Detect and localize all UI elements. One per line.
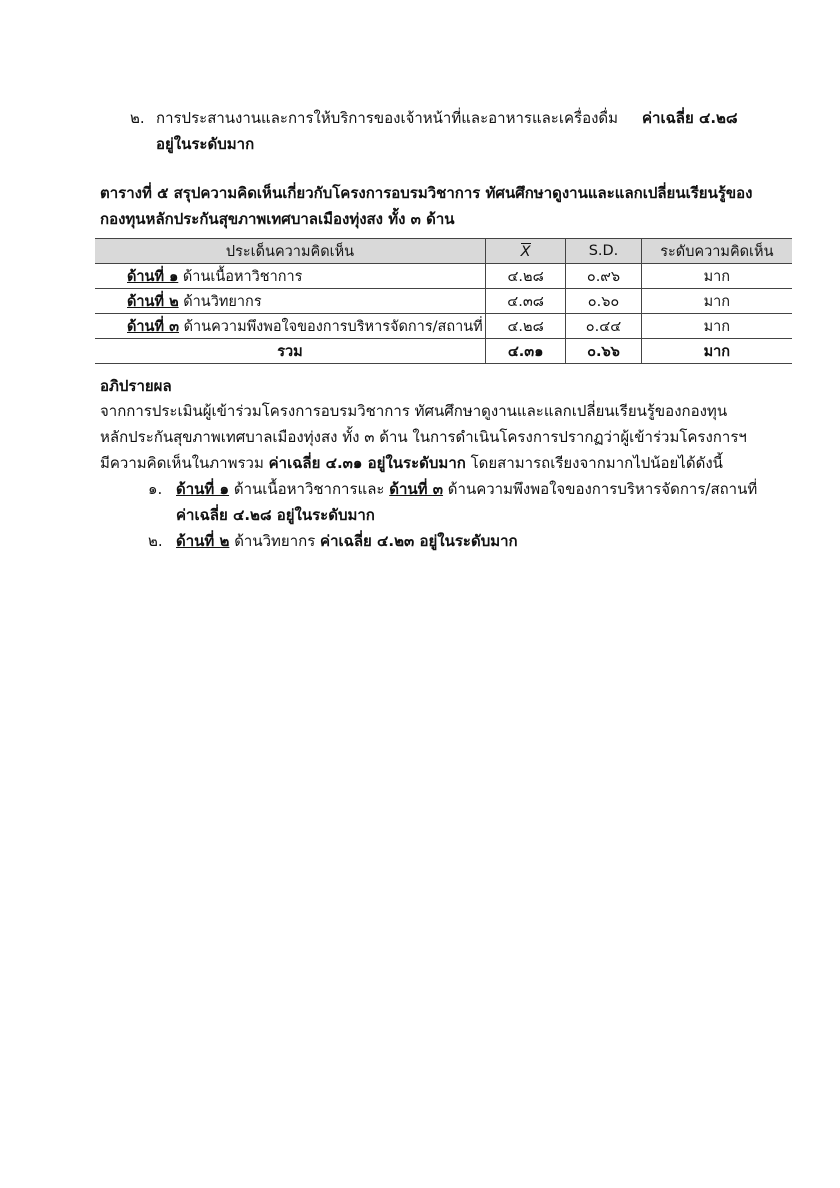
table-header-row	[95, 239, 792, 264]
aspect-label: ด้านที่ ๒	[127, 293, 179, 310]
row-level: มาก	[641, 314, 792, 339]
row-level: มาก	[641, 264, 792, 289]
table-row	[95, 264, 792, 289]
list-number: ๑.	[148, 480, 163, 498]
aspect-label: ด้านที่ ๑	[127, 268, 179, 285]
list-item-summary: ค่าเฉลี่ย ๔.๒๘ อยู่ในระดับมาก	[176, 506, 375, 524]
row-topic	[95, 264, 485, 289]
list-number: ๒.	[148, 532, 163, 550]
discussion-line-3	[100, 450, 760, 476]
header-topic: ประเด็นความคิดเห็น	[95, 239, 485, 264]
caption-line-1: ตารางที่ ๕ สรุปความคิดเห็นเกี่ยวกับโครงการอบรมวิชาการ ทัศนศึกษาดูงานและแลกเปลี่ยนเรียนรู้ของ	[100, 184, 753, 202]
row-mean: ๔.๒๘	[485, 264, 565, 289]
aspect-label: ด้านที่ ๑	[176, 480, 230, 498]
aspect-text: ด้านวิทยากร	[178, 293, 262, 310]
item-number: ๒.	[130, 109, 145, 127]
caption-line-2: กองทุนหลักประกันสุขภาพเทศบาลเมืองทุ่งสง ทั้ง ๓ ด้าน	[100, 210, 455, 228]
row-topic	[95, 314, 485, 339]
row-sd: ๐.๖๐	[566, 289, 641, 314]
discussion-paragraph	[100, 398, 760, 476]
list-item	[148, 528, 768, 554]
header-level: ระดับความคิดเห็น	[641, 239, 792, 264]
table-total-row	[95, 339, 792, 364]
header-mean	[485, 239, 565, 264]
row-mean: ๔.๓๘	[485, 289, 565, 314]
list-item-line-1	[176, 528, 768, 554]
aspect-text: ด้านความพึงพอใจของการบริหารจัดการ/สถานที่	[443, 480, 758, 498]
row-level: มาก	[641, 289, 792, 314]
total-mean: ๔.๓๑	[485, 339, 565, 364]
item-level: อยู่ในระดับมาก	[156, 135, 255, 153]
list-item-summary: ค่าเฉลี่ย ๔.๒๓ อยู่ในระดับมาก	[320, 532, 518, 550]
discussion-line-1: จากการประเมินผู้เข้าร่วมโครงการอบรมวิชาการ ทัศนศึกษาดูงานและแลกเปลี่ยนเรียนรู้ของกองทุน	[100, 402, 728, 420]
row-topic	[95, 289, 485, 314]
table-row	[95, 289, 792, 314]
discussion-heading: อภิปรายผล	[100, 377, 172, 395]
mean-symbol: X	[520, 243, 531, 260]
overall-average: ค่าเฉลี่ย ๔.๓๑ อยู่ในระดับมาก	[268, 454, 466, 472]
item-text: การประสานงานและการให้บริการของเจ้าหน้าที่และอาหารและเครื่องดื่ม	[156, 109, 619, 127]
aspect-text: ด้านวิทยากร	[229, 532, 321, 550]
opinion-summary-table	[95, 238, 792, 364]
discussion-line-3-start: มีความคิดเห็นในภาพรวม	[100, 454, 269, 472]
total-sd: ๐.๖๖	[566, 339, 641, 364]
row-sd: ๐.๔๔	[566, 314, 641, 339]
discussion-line-2: หลักประกันสุขภาพเทศบาลเมืองทุ่งสง ทั้ง ๓ ด้าน ในการดำเนินโครงการปรากฏว่าผู้เข้าร่วมโครงการฯ	[100, 428, 747, 446]
table-row	[95, 314, 792, 339]
aspect-label: ด้านที่ ๒	[176, 532, 230, 550]
total-level: มาก	[641, 339, 792, 364]
row-mean: ๔.๒๘	[485, 314, 565, 339]
discussion-line-3-end: โดยสามารถเรียงจากมากไปน้อยได้ดังนี้	[465, 454, 723, 472]
header-sd: S.D.	[566, 239, 641, 264]
list-item	[148, 476, 768, 528]
aspect-label: ด้านที่ ๓	[127, 318, 179, 335]
list-item-line-1	[176, 476, 768, 502]
ranking-list	[148, 476, 768, 554]
aspect-label: ด้านที่ ๓	[389, 480, 444, 498]
aspect-text: ด้านเนื้อหาวิชาการ	[178, 268, 303, 285]
table-caption	[100, 180, 760, 232]
row-sd: ๐.๙๖	[566, 264, 641, 289]
aspect-text: ด้านความพึงพอใจของการบริหารจัดการ/สถานที่	[179, 318, 483, 335]
aspect-text: ด้านเนื้อหาวิชาการและ	[229, 480, 390, 498]
total-label: รวม	[95, 339, 485, 364]
item-average: ค่าเฉลี่ย ๔.๒๘	[642, 109, 738, 127]
